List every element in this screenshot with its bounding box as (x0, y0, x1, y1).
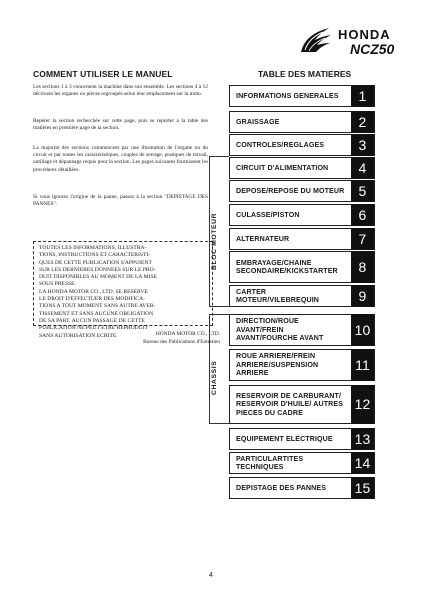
toc-entry-label: CULASSE/PISTON (236, 210, 300, 219)
toc-section-number: 4 (351, 157, 374, 179)
notice-line: SOUS PRESSE. (39, 281, 76, 288)
toc-section-number: 3 (351, 134, 374, 156)
toc-entry-label: CIRCUIT D'ALIMENTATION (236, 163, 329, 172)
brand-name: HONDA (338, 27, 391, 42)
page-number: 4 (209, 572, 213, 579)
usage-paragraph: Les sections 1 à 3 concernent la machine dans son ensemble. Les sections 4 à 12 décrivent les organes ou pièces regroupés selon leur emplacement sur la moto. (33, 84, 208, 98)
toc-section-number: 11 (351, 349, 374, 381)
toc-entry-label: EMBRAYAGE/CHAINE SECONDAIRE/KICKSTARTER (236, 258, 338, 275)
toc-entry[interactable] (229, 477, 375, 499)
copyright-notice-box (33, 241, 213, 339)
usage-paragraph: Si vous ignorez l'origine de la panne, passez à la section "DEPISTAGE DES PANNES". (33, 194, 208, 208)
notice-line: PUBLICATION NE PEUT ETRE REPRODUIT (39, 325, 148, 332)
toc-title: TABLE DES MATIERES (258, 69, 352, 79)
toc-entry-label: ALTERNATEUR (236, 234, 290, 243)
notice-line: TISSEMENT ET SANS AUCUNE OBLIGATION (39, 310, 154, 317)
toc-section-number: 10 (351, 314, 374, 346)
notice-line: SANS AUTORISATION ECRITE. (39, 332, 118, 339)
toc-entry-label: CONTROLES/REGLAGES (236, 140, 325, 149)
toc-entry[interactable] (229, 285, 375, 307)
notice-line: DE SA PART. AUCUN PASSAGE DE CETTE (39, 317, 145, 324)
notice-line: TIONS, INSTRUCTIONS ET CARACTERISTI- (39, 252, 151, 259)
toc-entry-label: GRAISSAGE (236, 117, 280, 126)
toc-entry-label: RESERVOIR DE CARBURANT/ RESERVOIR D'HUILE/ AUTRES PIECES DU CADRE (236, 391, 344, 417)
toc-section-number: 8 (351, 251, 374, 283)
usage-paragraph: La majorité des sections commencent par une illustration de l'organe ou du circuit et par toutes les caractéristiques, couples de serrage, pratiques de travail, outillage et dépannage requis pour la section. Les pages suivantes fournissent les procédures détaillées. (33, 145, 208, 173)
toc-section-number: 5 (351, 180, 374, 202)
toc-section-number: 1 (351, 85, 374, 107)
notice-line: QUES DE CETTE PUBLICATION S'APPUIENT (39, 259, 152, 266)
toc-entry-label: DIRECTION/ROUE AVANT/FREIN AVANT/FOURCHE AVANT (236, 317, 324, 343)
notice-line: LE DROIT D'EFFECTUER DES MODIFICA- (39, 296, 145, 303)
toc-entry[interactable] (229, 385, 375, 424)
group-label-engine: BLOC MOTEUR (211, 212, 218, 270)
toc-entry[interactable] (229, 85, 375, 107)
notice-line: TIONS A TOUT MOMENT SANS AUTRE AVER- (39, 303, 156, 310)
toc-section-number: 14 (351, 452, 374, 474)
toc-entry[interactable] (229, 452, 375, 474)
toc-entry[interactable] (229, 251, 375, 283)
toc-entry[interactable] (229, 134, 375, 156)
toc-entry-label: CARTER MOTEUR/VILEBREQUIN (236, 287, 319, 304)
toc-section-number: 9 (351, 285, 374, 307)
toc-entry-label: ROUE ARRIERE/FREIN ARRIERE/SUSPENSION ARRIERE (236, 352, 319, 378)
model-name: NCZ50 (350, 41, 395, 57)
toc-entry[interactable] (229, 180, 375, 202)
group-label-chassis: CHASSIS (211, 360, 218, 395)
toc-entry-label: DEPOSE/REPOSE DU MOTEUR (236, 186, 345, 195)
publisher-department: Bureau des Publications d'Entretien (143, 339, 220, 345)
toc-entry-label: INFORMATIONS GENERALES (236, 91, 339, 100)
toc-section-number: 12 (351, 385, 374, 424)
toc-entry[interactable] (229, 157, 375, 179)
manual-usage-title: COMMENT UTILISER LE MANUEL (33, 69, 173, 79)
honda-wing-logo-icon (299, 26, 333, 54)
usage-paragraph: Repérer la section recherchée sur cette page, puis se reporter à la table des matières en première page de la section. (33, 118, 208, 132)
notice-line: DUIT DISPONIBLES AU MOMENT DE LA MISE (39, 274, 157, 281)
toc-entry[interactable] (229, 228, 375, 250)
toc-entry-label: PARTICULARTITES TECHNIQUES (236, 454, 304, 471)
notice-line: TOUTES LES INFORMATIONS, ILLUSTRA- (39, 245, 147, 251)
toc-section-number: 13 (351, 428, 374, 450)
toc-entry[interactable] (229, 204, 375, 226)
notice-line: SUR LES DERNIERES DONNEES SUR LE PRO- (39, 266, 156, 273)
publisher-name: HONDA MOTOR CO., LTD. (155, 331, 220, 337)
toc-entry-label: EQUIPEMENT ELECTRIQUE (236, 434, 333, 443)
toc-section-number: 2 (351, 111, 374, 133)
toc-entry[interactable] (229, 428, 375, 450)
toc-entry-label: DEPISTAGE DES PANNES (236, 483, 327, 492)
toc-section-number: 6 (351, 204, 374, 226)
toc-section-number: 7 (351, 228, 374, 250)
toc-entry[interactable] (229, 349, 375, 381)
toc-entry[interactable] (229, 111, 375, 133)
notice-line: LA HONDA MOTOR CO., LTD. SE RESERVE (39, 288, 148, 295)
toc-section-number: 15 (351, 477, 374, 499)
toc-entry[interactable] (229, 314, 375, 346)
